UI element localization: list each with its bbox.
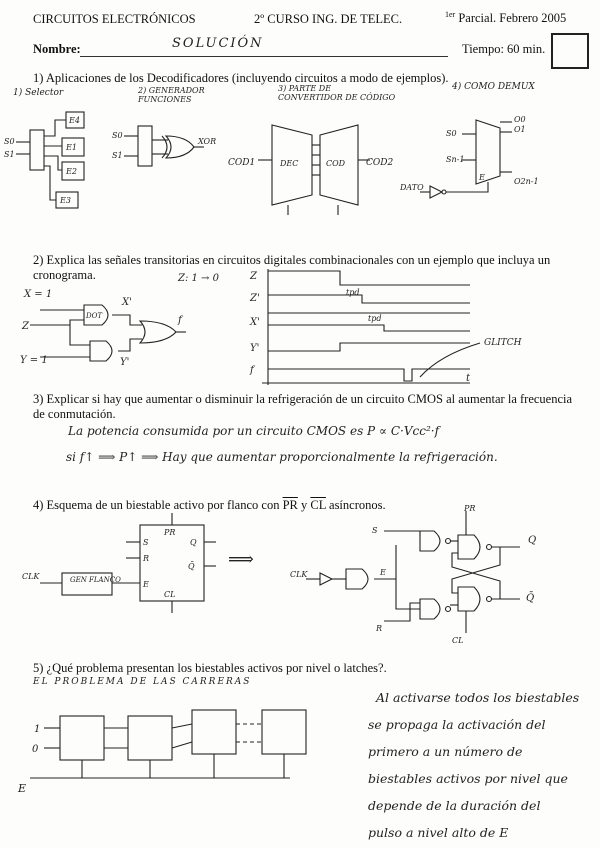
sel-block-4: E3 [60, 196, 71, 205]
q2-input-x: X = 1 [24, 289, 53, 300]
q2-and-gate-2 [90, 341, 112, 361]
converter-dec-label: DEC [280, 159, 299, 168]
q4-text-tail: asíncronos. [329, 498, 386, 512]
exam-date: Parcial. Febrero 2005 [458, 11, 567, 26]
q2-time-axis: t [466, 373, 471, 384]
sel-block-3: E2 [66, 167, 77, 176]
q2-sig-xp: X' [250, 317, 260, 328]
course-title: CIRCUITOS ELECTRÓNICOS [33, 12, 196, 26]
q5-answer-line-4: biestables activos por nivel que [368, 771, 568, 786]
demux-o0-label: O0 [514, 115, 526, 124]
q2-sig-z: Z [250, 271, 257, 282]
q1-item-1: 1) Selector [13, 88, 64, 98]
q2-transition: Z: 1 → 0 [178, 273, 219, 284]
q5-latch-4 [262, 710, 306, 754]
q4-block-cl: CL [164, 590, 176, 599]
name-underline [80, 56, 448, 57]
q2-text-2: cronograma. [33, 268, 96, 282]
q1-text: 1) Aplicaciones de los Decodificadores (incluyendo circuitos a modo de ejemplos). [33, 71, 449, 85]
sel-s1-label: S1 [4, 150, 15, 159]
q4-block-r: R [143, 554, 150, 563]
q2-glitch-label: GLITCH [484, 338, 522, 348]
time-label: Tiempo: 60 min. [462, 42, 546, 56]
q4-nand-r [420, 599, 440, 619]
exam-ordinal: 1er [445, 10, 456, 19]
q4-and: y [301, 498, 308, 512]
gen-s0-label: S0 [112, 131, 123, 140]
xor-label: XOR [198, 137, 217, 146]
dato-label: DATO [400, 183, 424, 192]
gen-s1-label: S1 [112, 151, 123, 160]
q5-figure [0, 700, 350, 800]
sel-block-2: E1 [66, 143, 77, 152]
q4-pr: $\overline{PR}$ [282, 498, 298, 512]
q4-nand-q [458, 535, 480, 559]
q2-sig-f: f [250, 365, 254, 376]
wave-yp [268, 343, 470, 351]
q4-gl-s: S [372, 526, 378, 535]
q2-sig-zp: Z' [250, 293, 260, 304]
q4-block-pr: PR [164, 528, 176, 537]
q4-gl-qn: Q̄ [526, 593, 535, 604]
q5-answer-line-5: depende de la duración del [368, 798, 541, 813]
q4-gl-clk: CLK [290, 570, 308, 579]
wave-xp [268, 325, 470, 331]
demux-sn-label: Sn-1 [446, 155, 465, 164]
q3-answer-1: La potencia consumida por un circuito CMOS es P ∝ C·Vcc²·f [68, 424, 440, 438]
q5-latch-2 [128, 716, 172, 760]
q4-nand-s [420, 531, 440, 551]
q2-y-prime: Y' [120, 357, 130, 368]
q5-input-1: 1 [34, 724, 41, 735]
q1-item-4: 4) COMO DEMUX [452, 82, 535, 92]
q5-e-label: E [18, 782, 27, 795]
q5-answer-line-6: pulso a nivel alto de E [368, 825, 509, 840]
q4-text-lead: 4) Esquema de un biestable activo por flanco con [33, 498, 280, 512]
q4-block-qn: Q̄ [188, 562, 195, 571]
q4-arrow: ⟹ [228, 549, 254, 570]
q4-gl-e: E [380, 568, 386, 577]
q5-answer-line-2: se propaga la activación del [368, 717, 546, 732]
q5-text: 5) ¿Qué problema presentan los biestables activos por nivel o latches?. [33, 661, 387, 675]
demux-on-label: O2n-1 [514, 177, 539, 186]
q4-gl-pr: PR [464, 504, 476, 513]
q4-gl-r: R [376, 624, 383, 633]
q4-block-q: Q [190, 538, 197, 547]
q4-gl-cl: CL [452, 636, 464, 645]
cod2-label: COD2 [366, 158, 394, 168]
q5-answer-line-3: primero a un número de [368, 744, 523, 759]
wave-f [268, 369, 470, 381]
q4-clk-label: CLK [22, 572, 40, 581]
xor-gate [166, 136, 194, 158]
q4-figure [0, 505, 600, 645]
q4-nand-qn [458, 587, 480, 611]
wave-zp [268, 295, 470, 303]
q4-edge-gate [346, 569, 368, 589]
q3-answer-2: si f↑ ⟹ P↑ ⟹ Hay que aumentar proporcionalmente la refrigeración. [66, 450, 498, 464]
q1-figure [0, 100, 600, 230]
q4-block-s: S [143, 538, 149, 547]
demux-e-label: E [479, 173, 485, 182]
q2-tpd-2: tpd [368, 314, 382, 323]
q5-latch-3 [192, 710, 236, 754]
q4-block-e: E [143, 580, 149, 589]
gen-decoder [138, 126, 152, 166]
sel-block-1: E4 [69, 116, 80, 125]
cod1-label: COD1 [228, 158, 256, 168]
q2-sig-yp: Y' [250, 343, 260, 354]
grade-box [551, 33, 589, 69]
q2-text-1: 2) Explica las señales transitorias en circuitos digitales combinacionales con un ejemplo que incluya un [33, 253, 551, 267]
q2-input-z: Z [22, 321, 29, 332]
sel-s0-label: S0 [4, 137, 15, 146]
exam-info [445, 10, 566, 26]
q3-text-2: de conmutación. [33, 407, 116, 421]
q5-answer [368, 684, 579, 846]
q5-answer-line-1: Al activarse todos los biestables [376, 690, 580, 705]
q2-tpd-1: tpd [346, 288, 360, 297]
q3-text-1: 3) Explicar si hay que aumentar o disminuir la refrigeración de un circuito CMOS al aumentar la frecuencia [33, 392, 573, 406]
q2-gate-label: DOT [86, 312, 103, 320]
q2-x-prime: X' [122, 297, 132, 308]
wave-z [268, 271, 470, 285]
q5-latch-1 [60, 716, 104, 760]
course-year: 2º CURSO ING. DE TELEC. [254, 12, 403, 26]
q4-gl-q: Q [528, 535, 537, 546]
q2-output: f [178, 315, 182, 326]
demux-s0-label: S0 [446, 129, 457, 138]
name-value: SOLUCIÓN [172, 36, 264, 51]
q4-cl: $\overline{CL}$ [310, 498, 326, 512]
q2-input-y: Y = 1 [20, 355, 48, 366]
demux-o1-label: O1 [514, 125, 526, 134]
q4-gen-label: GEN FLANCO [70, 576, 121, 584]
q2-or-gate [140, 321, 176, 343]
q5-input-0: 0 [32, 744, 39, 755]
converter-cod-label: COD [326, 159, 346, 168]
q1-item-2: 2) GENERADOR FUNCIONES [138, 86, 205, 104]
name-label: Nombre: [33, 42, 81, 56]
q2-figure [0, 265, 600, 390]
q5-title: EL PROBLEMA DE LAS CARRERAS [33, 677, 252, 687]
selector-decoder [30, 130, 44, 170]
q1-item-3: 3) PARTE DE CONVERTIDOR DE CÓDIGO [278, 84, 396, 102]
